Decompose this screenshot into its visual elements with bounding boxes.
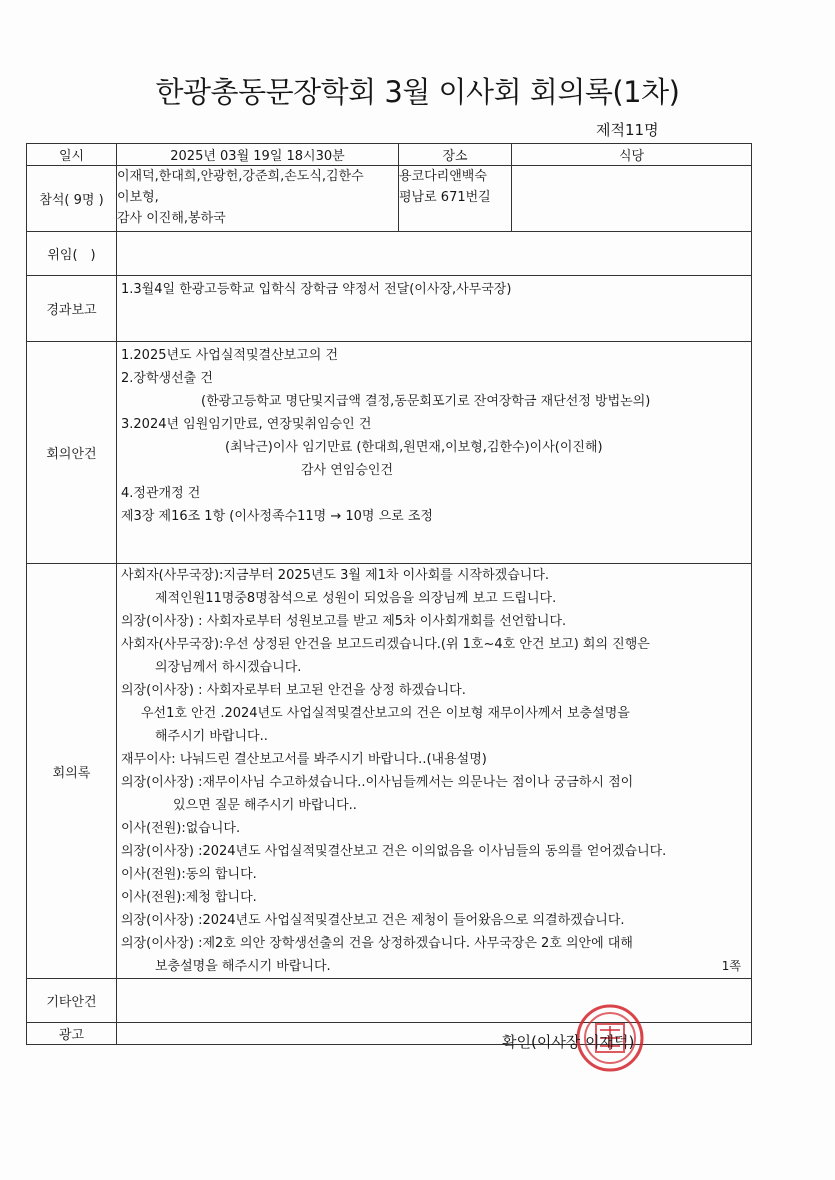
agenda-line: 제3장 제16조 1항 (이사정족수11명 → 10명 으로 조정 xyxy=(121,509,433,524)
minutes-line: 이사(전원):없습니다. xyxy=(121,821,241,836)
minutes-line: 사회자(사무국장):우선 상정된 안건을 보고드리겠습니다.(위 1호~4호 안건 보고) 회의 진행은 xyxy=(121,637,650,652)
agenda-line: (최낙근)이사 임기만료 (한대희,원면재,이보형,김한수)이사(이진해) xyxy=(225,440,603,455)
minutes-line: 의장(이사장) :2024년도 사업실적및결산보고 건은 이의없음을 이사님들의 동의를 얻어겠습니다. xyxy=(121,844,667,859)
agenda-line: 4.정관개정 건 xyxy=(121,486,201,501)
minutes-table xyxy=(26,143,752,1045)
confirmation-signature: 확인(이사장 이재덕) xyxy=(502,1033,635,1051)
place-label: 장소 xyxy=(399,144,512,166)
minutes-line: 제적인원11명중8명참석으로 성원이 되었음을 의장님께 보고 드립니다. xyxy=(155,591,557,606)
agenda-line: 3.2024년 임원임기만료, 연장및취임승인 건 xyxy=(121,417,372,432)
minutes-line: 의장(이사장) : 사회자로부터 성원보고를 받고 제5차 이사회개회를 선언합니다. xyxy=(121,614,567,629)
date-label: 일시 xyxy=(27,144,117,166)
minutes-row xyxy=(27,564,752,979)
notice-value xyxy=(117,1023,752,1045)
minutes-line: 있으면 질문 해주시기 바랍니다.. xyxy=(173,798,357,813)
place-line: 용코다리앤백숙 xyxy=(399,169,487,184)
report-label: 경과보고 xyxy=(27,276,117,342)
attendance-line: 이보형, xyxy=(117,190,159,205)
minutes-line: 이사(전원):제청 합니다. xyxy=(121,890,257,905)
agenda-label: 회의안건 xyxy=(27,342,117,564)
proxy-label: 위임( ) xyxy=(27,232,117,276)
agenda-line: (한광고등학교 명단및지급액 결정,동문회포기로 잔여장학금 재단선정 방법논의) xyxy=(201,394,651,409)
agenda-line: 감사 연임승인건 xyxy=(301,463,394,478)
place-address xyxy=(399,166,512,232)
minutes-line: 의장(이사장) :제2호 의안 장학생선출의 건을 상정하겠습니다. 사무국장은 2호 의안에 대해 xyxy=(121,936,633,951)
date-value: 2025년 03월 19일 18시30분 xyxy=(117,144,399,166)
place-type: 식당 xyxy=(512,144,752,166)
agenda-line: 2.장학생선출 건 xyxy=(121,371,213,386)
report-line: 1.3월4일 한광고등학교 입학식 장학금 약정서 전달(이사장,사무국장) xyxy=(121,282,512,297)
minutes-line: 우선1호 안건 .2024년도 사업실적및결산보고의 건은 이보형 재무이사께서 보충설명을 xyxy=(141,706,630,721)
attendance-row xyxy=(27,166,752,232)
minutes-line: 재무이사: 나눠드린 결산보고서를 봐주시기 바랍니다..(내용설명) xyxy=(121,752,487,767)
attendance-label: 참석( 9명 ) xyxy=(27,166,117,232)
agenda-row xyxy=(27,342,752,564)
minutes-content xyxy=(117,564,752,979)
minutes-label: 회의록 xyxy=(27,564,117,979)
minutes-line: 의장(이사장) :2024년도 사업실적및결산보고 건은 제청이 들어왔음으로 의결하겠습니다. xyxy=(121,913,625,928)
attendance-line: 감사 이진해,봉하국 xyxy=(117,211,226,226)
date-row xyxy=(27,144,752,166)
report-row xyxy=(27,276,752,342)
minutes-line: 보충설명을 해주시기 바랍니다. xyxy=(155,959,331,974)
attendance-line: 이재덕,한대희,안광헌,강준희,손도식,김한수 xyxy=(117,169,364,184)
place-extra xyxy=(512,166,752,232)
proxy-row xyxy=(27,232,752,276)
document-title: 한광총동문장학회 3월 이사회 회의록(1차) xyxy=(155,75,680,109)
agenda-line: 1.2025년도 사업실적및결산보고의 건 xyxy=(121,348,339,363)
notice-label: 광고 xyxy=(27,1023,117,1045)
page-number: 1쪽 xyxy=(721,959,741,973)
other-label: 기타안건 xyxy=(27,979,117,1023)
attendance-names xyxy=(117,166,399,232)
minutes-line: 이사(전원):동의 합니다. xyxy=(121,867,257,882)
other-value xyxy=(117,979,752,1023)
agenda-content xyxy=(117,342,752,564)
proxy-value xyxy=(117,232,752,276)
minutes-line: 해주시기 바랍니다.. xyxy=(155,729,268,744)
document-number: 제적11명 xyxy=(596,121,659,139)
report-content xyxy=(117,276,752,342)
place-line: 평남로 671번길 xyxy=(399,190,491,205)
minutes-line: 사회자(사무국장):지금부터 2025년도 3월 제1차 이사회를 시작하겠습니다. xyxy=(121,568,550,583)
minutes-line: 의장(이사장) :재무이사님 수고하셨습니다..이사님들께서는 의문나는 점이나 궁금하시 점이 xyxy=(121,775,634,790)
minutes-line: 의장(이사장) : 사회자로부터 보고된 안건을 상정 하겠습니다. xyxy=(121,683,466,698)
minutes-line: 의장님께서 하시겠습니다. xyxy=(155,660,302,675)
